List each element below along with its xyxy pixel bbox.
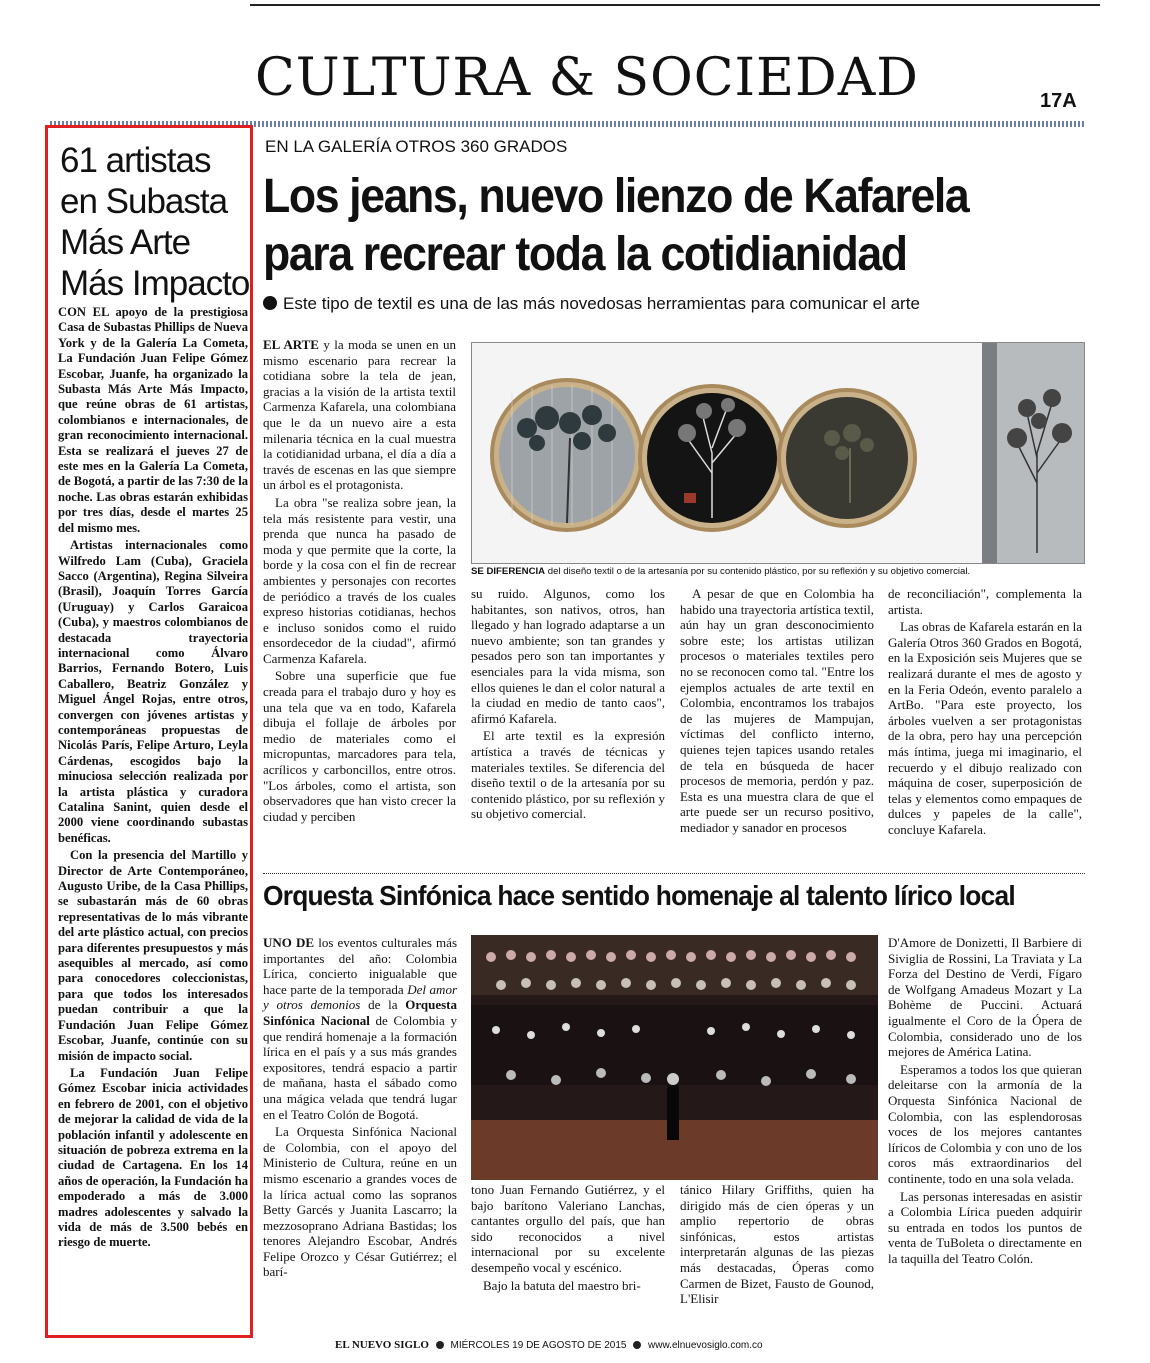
sidebar-title-line: 61 artistas bbox=[60, 141, 211, 180]
headline-line: Los jeans, nuevo lienzo de Kafarela bbox=[263, 170, 969, 223]
article-separator bbox=[263, 873, 1085, 874]
section-title: CULTURA & SOCIEDAD bbox=[255, 48, 919, 108]
article-lead: EL ARTE bbox=[263, 337, 319, 352]
article2-column-2 bbox=[471, 1182, 665, 1295]
footer-url: www.elnuevosiglo.com.co bbox=[648, 1340, 763, 1351]
article1-column-4 bbox=[888, 586, 1082, 840]
article-subhead bbox=[263, 294, 920, 314]
article2-column-1 bbox=[263, 935, 457, 1282]
article-text: de reconciliación", complementa la artista. bbox=[888, 586, 1082, 617]
article-paragraph bbox=[263, 935, 457, 1122]
article-paragraph bbox=[471, 1182, 665, 1276]
sidebar-title bbox=[60, 140, 250, 304]
article-text: de Colombia y que rendirá homenaje a la formación lírica en el país y a sus más grandes expositores, tendrá espacio a partir de mañana, hasta el sábado como una mágica velada que tendrá lugar en el Teatro Colón de Bogotá. bbox=[263, 1012, 458, 1122]
article1-column-2 bbox=[471, 586, 665, 824]
article-text: tono Juan Fernando Gutiérrez, y el bajo barítono Valeriano Lanchas, cantantes orgullo del país, que han sido reconocidos a nivel internacional por su excelente desempeño vocal y escénico. bbox=[471, 1182, 665, 1275]
page-number: 17A bbox=[1040, 90, 1077, 112]
bullet-icon bbox=[633, 1341, 641, 1349]
sidebar-paragraph bbox=[58, 538, 248, 846]
article-text: Las personas interesadas en asistir a Colombia Lírica pueden adquirir su entrada en todos los puntos de venta de TuBoleta o directamente en la taquilla del Teatro Colón. bbox=[888, 1188, 1082, 1266]
article-paragraph bbox=[471, 1278, 665, 1294]
sidebar-box bbox=[45, 125, 253, 1338]
orchestra-illustration bbox=[471, 935, 878, 1180]
article-italic-text: Del amor y otros demonios bbox=[263, 981, 457, 1013]
caption-lead: SE DIFERENCIA bbox=[471, 566, 546, 577]
article-kicker: EN LA GALERÍA OTROS 360 GRADOS bbox=[265, 137, 568, 156]
sidebar-text: Artistas internacionales como Wilfredo Lam (Cuba), Graciela Sacco (Argentina), Regina Silveira (Brasil), Joaquín Torres García (Uruguay) y Carlos Garaicoa (Cuba), y maestros colombianos de destacada trayectoria internacional como Álvaro Barrios, Fernando Botero, Luis Caballero, Beatriz González y Miguel Ángel Rojas, entre otros, convergen con jóvenes artistas y contemporáneas propuestas de Nicolás París, Felipe Arturo, Leyla Cárdenas, escogidos bajo la minuciosa selección realizada por la artista plástica y curadora Catalina Sanint, quien desde el 2000 viene coordinando subastas benéficas. bbox=[58, 538, 248, 845]
article-paragraph bbox=[263, 668, 456, 824]
article-paragraph bbox=[263, 495, 456, 667]
article-text: La Orquesta Sinfónica Nacional de Colombia, con el apoyo del Ministerio de Cultura, reúne en un mismo escenario a grandes voces de la lírica actual como las sopranos Betty Garcés y Juanita Lascarro; la mezzosoprano Adriana Bastidas; los tenores Alejandro Escobar, Andrés Felipe Orozco y César Gutiérrez; el barí- bbox=[263, 1124, 457, 1280]
article-text: su ruido. Algunos, como los habitantes, son nativos, otros, han llegado y han logrado adaptarse a un nuevo ambiente; son tan grandes y pesados pero son tan importantes y esenciales para la vida misma, son ellos quienes le dan el color natural a la ciudad en medio de tanto caos", afirmó Kafarela. bbox=[471, 586, 665, 726]
article1-column-3 bbox=[680, 586, 874, 838]
article1-column-1 bbox=[263, 337, 456, 826]
artwork-photo bbox=[471, 342, 1085, 564]
article-text: A pesar de que en Colombia ha habido una trayectoria artística textil, aún hay un gran desconocimiento sobre este; los artistas utilizan procesos o materiales textiles pero no se reconocen como tal. "Entre los ejemplos actuales de arte textil en Colombia, encontramos los trabajos de las mujeres de Mampujan, víctimas del conflicto interno, quienes tejen tapices usando retales de tela en búsqueda de hacer procesos de memoria, perdón y paz. Esta es una muestra clara de que el arte puede ser un recurso positivo, mediador y sanador en procesos bbox=[680, 586, 874, 835]
article-bold-text: Orquesta Sinfónica Nacional bbox=[263, 997, 457, 1028]
sidebar-text: La Fundación Juan Felipe Gómez Escobar inicia actividades en febrero de 2001, con el objetivo de mejorar la calidad de vida de la población infantil y adolescente en situación de pobreza extrema en la ciudad de Cartagena. En los 14 años de operación, la Fundación ha empoderado a más de 3.000 madres adolescentes y salvado la vida de más de 3.500 bebés en riesgo de muerte. bbox=[58, 1065, 248, 1250]
masthead-top-rule bbox=[250, 4, 1100, 6]
sidebar-text: Con la presencia del Martillo y Director de Arte Contemporáneo, Augusto Uribe, de la Casa Phillips, se subastarán más de 60 obras representativas de lo más vibrante del arte plástico actual, con precios para diferentes presupuestos y más asequibles al mercado, así como para conocedores coleccionistas, para que todos los interesados puedan contribuir a que la Fundación Juan Felipe Gómez Escobar, Juanfe, continúe con su misión de impacto social. bbox=[58, 848, 248, 1063]
article-lead: UNO DE bbox=[263, 935, 315, 950]
article-paragraph bbox=[263, 1124, 457, 1280]
article-paragraph bbox=[888, 935, 1082, 1060]
headline-line: para recrear toda la cotidianidad bbox=[263, 228, 907, 281]
article-text: La obra "se realiza sobre jean, la tela más resistente para vestir, una prenda que nunca ha pasado de moda y que permite que la corte, la borde y la cosa con el fin de recrear ambientes y personajes con recortes de periódico a través de los cuales expreso historias cotidianas, hechos e incluso sonidos como el ruido ensordecedor de la ciudad", afirmó Carmenza Kafarela. bbox=[263, 494, 456, 666]
bullet-icon bbox=[263, 296, 277, 310]
sidebar-paragraph bbox=[58, 1066, 248, 1251]
article-paragraph bbox=[471, 728, 665, 822]
sidebar-text: apoyo de la prestigiosa Casa de Subastas Phillips de Nueva York y de la Galería La Cometa, La Fundación Juan Felipe Gómez Escobar, Juanfe, ha organizado la Subasta Más Arte Más Impacto, que reúne obras de 61 artistas, colombianos e internacionales, de gran reconocimiento internacional. Esta se realizará el jueves 27 de este mes en la Galería La Cometa, de Bogotá, a partir de las 7:30 de la noche. Las obras estarán exhibidas por tres días, desde el martes 25 del mismo mes. bbox=[58, 305, 249, 535]
footer-brand: EL NUEVO SIGLO bbox=[335, 1339, 429, 1351]
orchestra-photo bbox=[471, 935, 878, 1180]
article-text: D'Amore de Donizetti, Il Barbiere di Siviglia de Rossini, La Traviata y La Forza del Destino de Verdi, Fígaro de Wolfgang Amadeus Mozart y La Bohème de Puccini. Actuará igualmente el Coro de la Ópera de Colombia, considerado uno de los mejores de América Latina. bbox=[888, 935, 1082, 1060]
embroidery-hoops-illustration bbox=[472, 343, 1084, 563]
article2-column-4 bbox=[888, 935, 1082, 1268]
article-headline bbox=[263, 168, 1026, 284]
article-text: El arte textil es la expresión artística a través de técnicas y materiales textiles. Se diferencia del diseño textil o de la artesanía por su contenido plástico, por su reflexión y su objetivo comercial. bbox=[471, 728, 665, 822]
article-text: de la bbox=[360, 997, 406, 1013]
sidebar-title-line: en Subasta bbox=[60, 182, 228, 221]
article-paragraph bbox=[680, 1182, 874, 1307]
article-text: Las obras de Kafarela estarán en la Galería Otros 360 Grados en Bogotá, en la Exposición seis Mujeres que se realizará durante el mes de agosto y en la Feria Odeón, evento paralelo a ArtBo. "Para este proyecto, los árboles vuelven a ser protagonistas de la obra, pero hay una percepción más íntima, juega mi imaginario, el recuerdo y el dibujo realizado con máquina de coser, superposición de telas y elementos como empaques de dulces y papeles de la calle", concluye Kafarela. bbox=[888, 619, 1082, 837]
article-paragraph bbox=[263, 337, 456, 493]
sidebar-title-line: Más Impacto bbox=[60, 264, 250, 303]
footer-date: MIÉRCOLES 19 DE AGOSTO DE 2015 bbox=[450, 1340, 627, 1351]
article-paragraph bbox=[888, 1062, 1082, 1187]
caption-text: del diseño textil o de la artesanía por su contenido plástico, por su reflexión y su objetivo comercial. bbox=[545, 566, 971, 577]
article-text: Esperamos a todos los que quieran deleitarse con la armonía de la Orquesta Sinfónica Nacional de Colombia, con las esplendorosas voces de los mejores cantantes líricos de Colombia y con uno de los coros más extraordinarios del continente, todo en una sola velada. bbox=[888, 1061, 1082, 1186]
article-paragraph bbox=[888, 1189, 1082, 1267]
article-paragraph bbox=[888, 619, 1082, 837]
article2-headline: Orquesta Sinfónica hace sentido homenaje al talento lírico local bbox=[263, 880, 1015, 911]
sidebar-body bbox=[58, 305, 248, 1253]
article2-column-3 bbox=[680, 1182, 874, 1309]
subhead-text: Este tipo de textil es una de las más novedosas herramientas para comunicar el arte bbox=[283, 294, 920, 313]
article-paragraph bbox=[680, 586, 874, 836]
sidebar-paragraph bbox=[58, 305, 248, 536]
sidebar-title-line: Más Arte bbox=[60, 223, 191, 262]
article-paragraph bbox=[471, 586, 665, 726]
article-text: y la moda se unen en un mismo escenario para recrear la cotidiana sobre la tela de jean, gracias a la visión de la artista textil Carmenza Kafarela, una colombiana que le da un nuevo aire a esta milenaria técnica en la cual muestra la cotidianidad urbana, el día a día a través de escenas en las que siempre un árbol es el protagonista. bbox=[263, 337, 456, 493]
page-footer bbox=[335, 1339, 763, 1351]
article-text: Bajo la batuta del maestro bri- bbox=[483, 1277, 641, 1293]
article-text: Sobre una superficie que fue creada para el trabajo duro y hoy es una tela que va en todo, Kafarela dibuja el follaje de árboles por medio de materiales como el micropuntas, marcadores para tela, acrílicos y carboncillos, entre otros. "Los árboles, como el artista, son observadores que han visto crecer la ciudad y perciben bbox=[263, 668, 456, 824]
article-paragraph bbox=[888, 586, 1082, 617]
article-text: tánico Hilary Griffiths, quien ha dirigido más de cien óperas y un amplio repertorio de obras sinfónicas, estos artistas interpretarán algunas de las piezas más destacadas, Óperas como Carmen de Bizet, Fausto de Gounod, L'Elisir bbox=[680, 1182, 874, 1307]
bullet-icon bbox=[436, 1341, 444, 1349]
sidebar-paragraph bbox=[58, 848, 248, 1064]
photo-caption bbox=[471, 566, 1083, 577]
article-text: los eventos culturales más importantes del año: Colombia Lírica, concierto inigualable que hace parte de la temporada bbox=[263, 935, 458, 997]
sidebar-lead: CON EL bbox=[58, 305, 109, 319]
